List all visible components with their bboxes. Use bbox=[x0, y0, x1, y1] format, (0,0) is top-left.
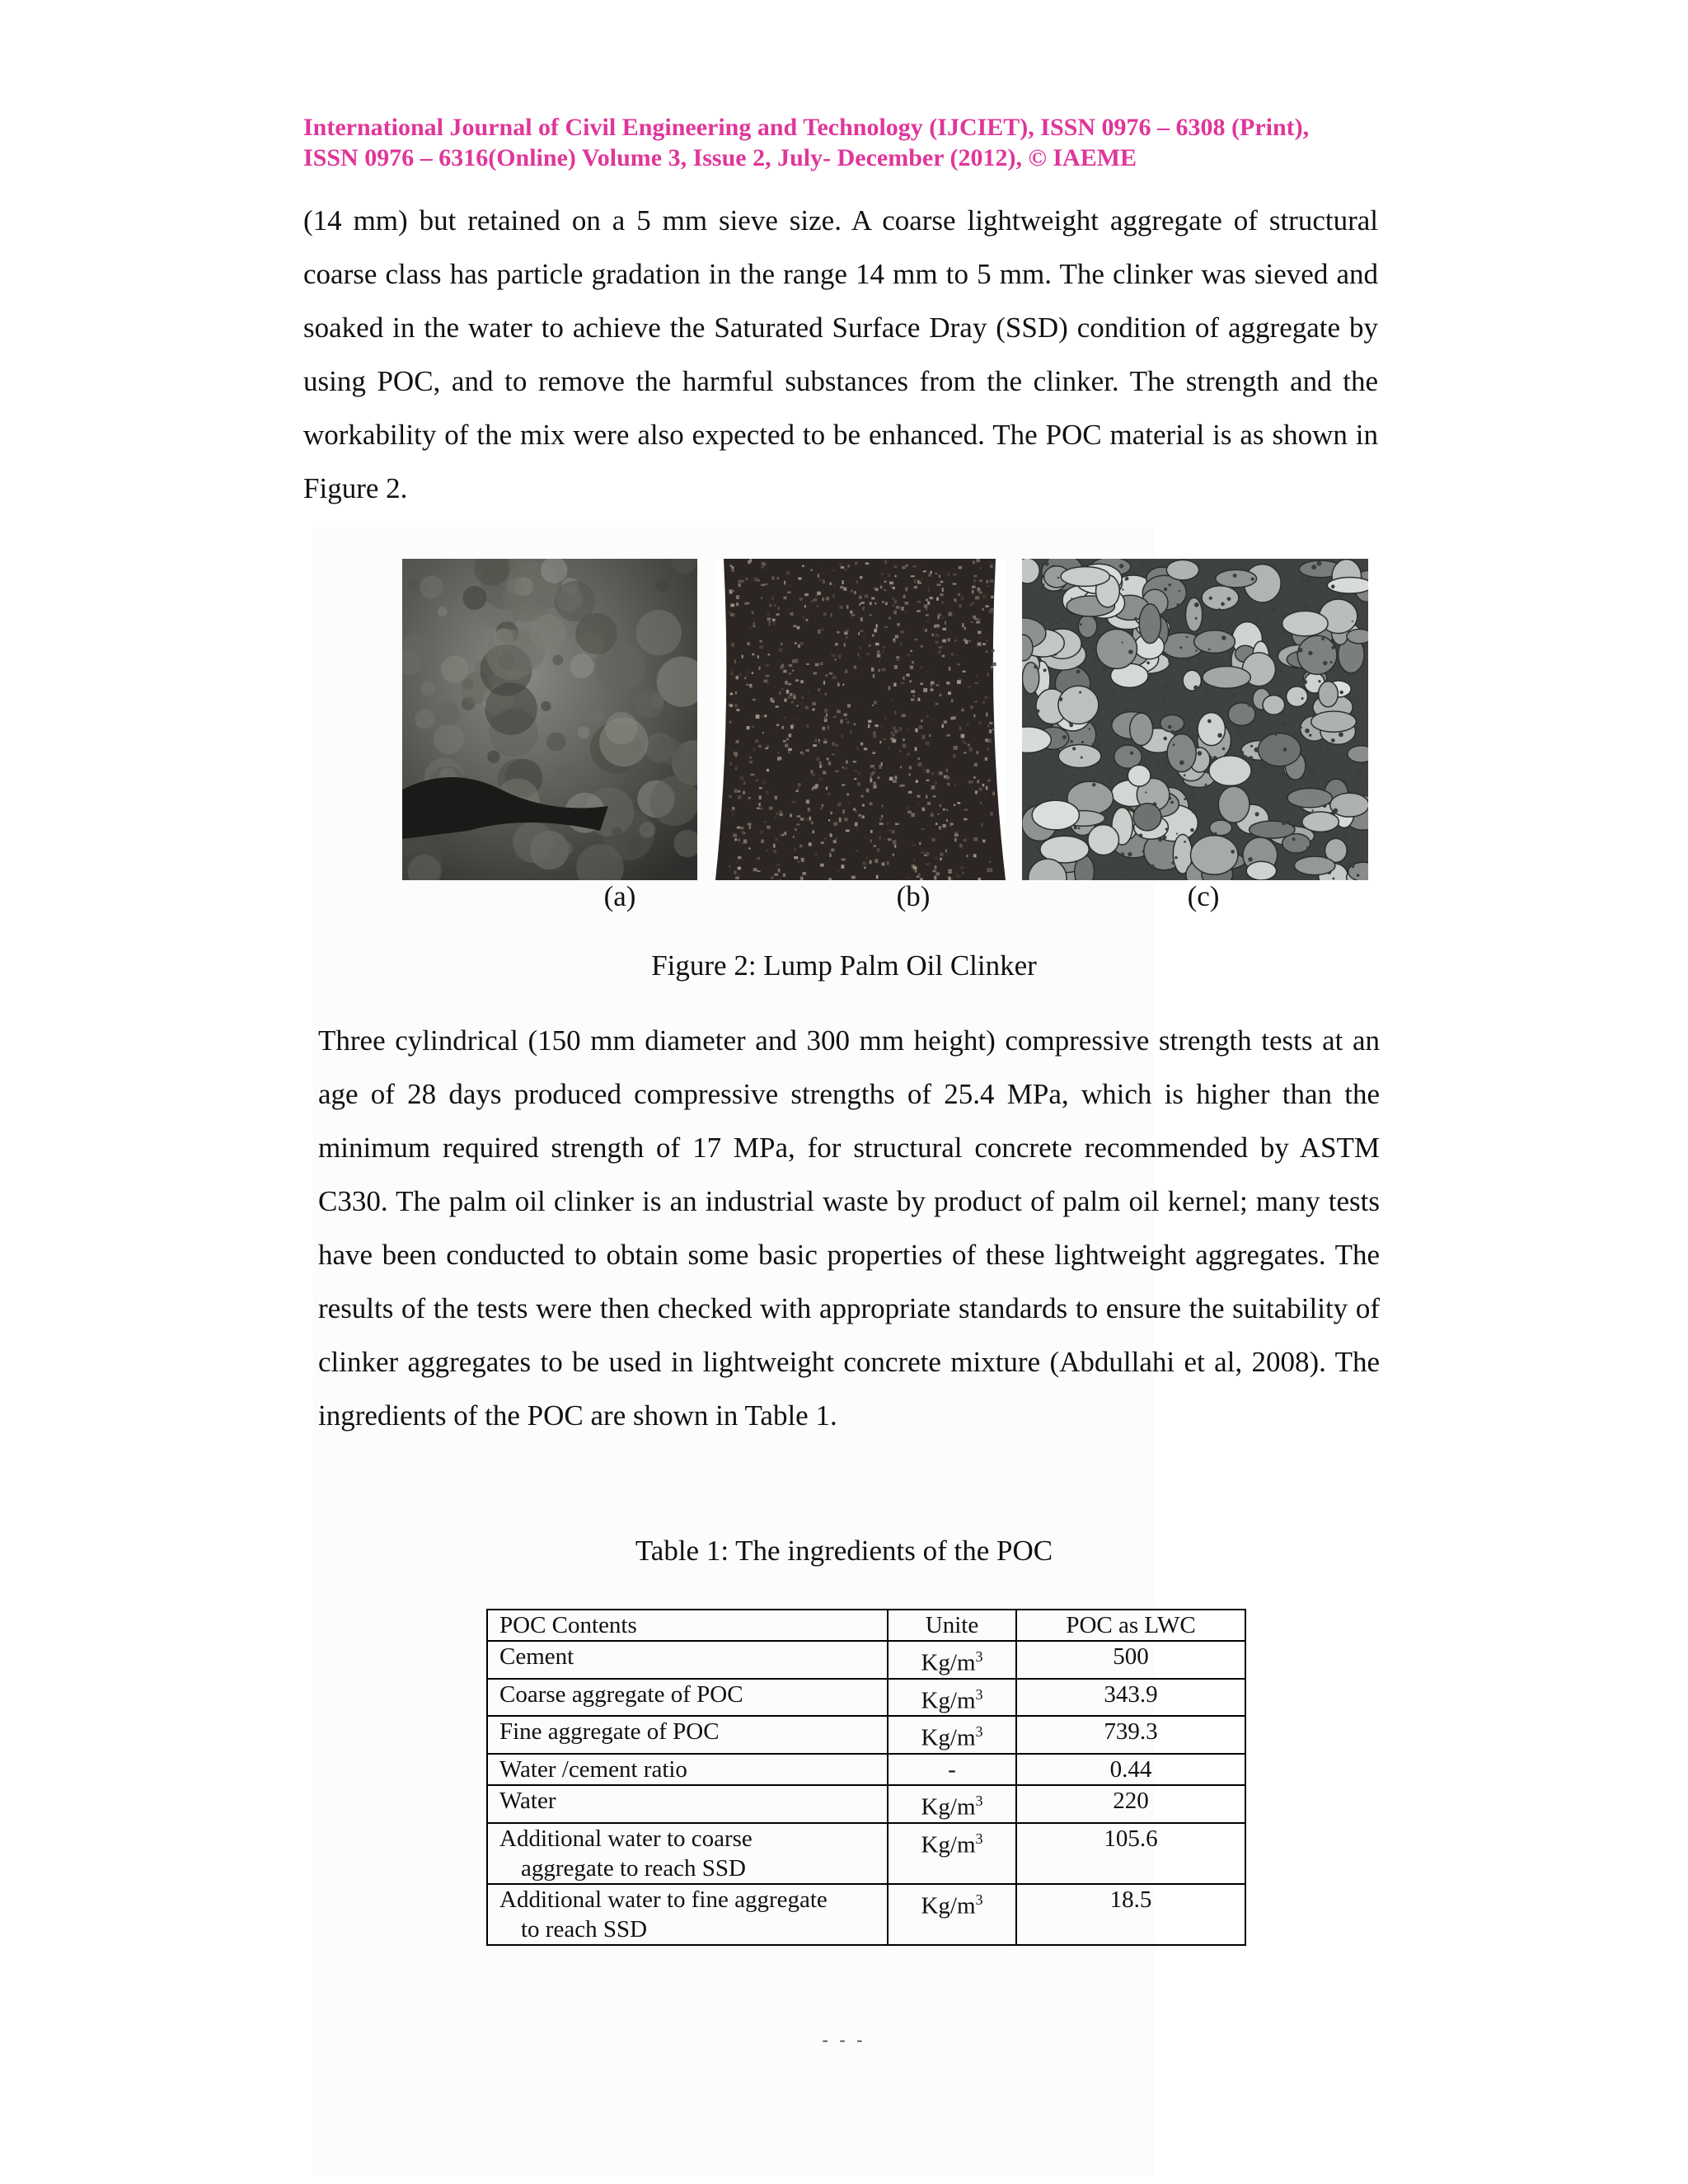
journal-header bbox=[303, 112, 1391, 173]
cell-content bbox=[487, 1641, 888, 1679]
page-number: - - - bbox=[822, 2029, 866, 2050]
cell-unit-superscript: 3 bbox=[975, 1685, 983, 1703]
table-row bbox=[487, 1679, 1245, 1717]
table-row bbox=[487, 1641, 1245, 1679]
table-row bbox=[487, 1716, 1245, 1754]
cell-content-continuation: to reach SSD bbox=[521, 1915, 648, 1943]
cell-unit bbox=[888, 1641, 1016, 1679]
figure-caption: Figure 2: Lump Palm Oil Clinker bbox=[651, 949, 1037, 982]
photo-c-coarse-clinker bbox=[1022, 559, 1368, 880]
paragraph-poc-gradation: (14 mm) but retained on a 5 mm sieve size. A coarse lightweight aggregate of structural coarse class has particle gradation in the range 14 mm to 5 mm. The clinker was sieved and soaked in the water to achieve the Saturated Surface Dray (SSD) condition of aggregate by using POC, and to remove the harmful substances from the clinker. The strength and the workability of the mix were also expected to be enhanced. The POC material is as shown in Figure 2. bbox=[303, 204, 1378, 504]
cell-unit bbox=[888, 1754, 1016, 1785]
cell-content bbox=[487, 1823, 888, 1884]
cell-content-text: Additional water to coarse bbox=[499, 1825, 753, 1852]
cell-unit bbox=[888, 1884, 1016, 1945]
cell-value: 105.6 bbox=[1016, 1823, 1245, 1884]
table-row bbox=[487, 1884, 1245, 1945]
table-header-row bbox=[487, 1610, 1245, 1641]
cell-unit-text: Kg/m bbox=[921, 1831, 976, 1858]
cell-value: 500 bbox=[1016, 1641, 1245, 1679]
cell-content bbox=[487, 1884, 888, 1945]
cell-content bbox=[487, 1785, 888, 1823]
cell-content-text: Water bbox=[499, 1787, 556, 1814]
journal-header-line-2: ISSN 0976 – 6316(Online) Volume 3, Issue 2, July- December (2012), © IAEME bbox=[303, 144, 1137, 171]
cell-value: 220 bbox=[1016, 1785, 1245, 1823]
figure-2 bbox=[402, 559, 1368, 880]
cell-value: 0.44 bbox=[1016, 1754, 1245, 1785]
cell-unit-superscript: 3 bbox=[975, 1830, 983, 1847]
cell-unit-text: - bbox=[948, 1755, 956, 1783]
cell-content bbox=[487, 1716, 888, 1754]
cell-value: 343.9 bbox=[1016, 1679, 1245, 1717]
table-row bbox=[487, 1754, 1245, 1785]
header-unite: Unite bbox=[888, 1610, 1016, 1641]
cell-unit bbox=[888, 1716, 1016, 1754]
cell-unit bbox=[888, 1823, 1016, 1884]
table-caption: Table 1: The ingredients of the POC bbox=[635, 1535, 1053, 1567]
cell-content-text: Fine aggregate of POC bbox=[499, 1718, 720, 1746]
cell-content-text: Additional water to fine aggregate bbox=[499, 1886, 828, 1913]
cell-unit-text: Kg/m bbox=[921, 1892, 976, 1919]
cell-unit-superscript: 3 bbox=[975, 1648, 983, 1665]
cell-unit-superscript: 3 bbox=[975, 1891, 983, 1908]
table-row bbox=[487, 1785, 1245, 1823]
journal-header-line-1: International Journal of Civil Engineering and Technology (IJCIET), ISSN 0976 – 6308 (Print), bbox=[303, 114, 1310, 141]
header-poc-contents: POC Contents bbox=[487, 1610, 888, 1641]
table-poc-ingredients bbox=[486, 1609, 1246, 1946]
cell-value: 18.5 bbox=[1016, 1884, 1245, 1945]
cell-content-text: Cement bbox=[499, 1643, 574, 1670]
cell-unit-superscript: 3 bbox=[975, 1792, 983, 1809]
cell-unit-text: Kg/m bbox=[921, 1724, 976, 1751]
cell-unit bbox=[888, 1785, 1016, 1823]
figure-label-b: (b) bbox=[896, 880, 931, 912]
table-row bbox=[487, 1823, 1245, 1884]
header-poc-as-lwc: POC as LWC bbox=[1016, 1610, 1245, 1641]
photo-a-lump-clinker bbox=[402, 559, 697, 880]
figure-label-c: (c) bbox=[1187, 880, 1220, 912]
figure-label-a: (a) bbox=[603, 880, 636, 912]
paragraph-compressive-strength: Three cylindrical (150 mm diameter and 300 mm height) compressive strength tests at an age of 28 days produced compressive strengths of 25.4 MPa, which is higher than the minimum required strength of 17 MPa, for structural concrete recommended by ASTM C330. The palm oil clinker is an industrial waste by product of palm oil kernel; many tests have been conducted to obtain some basic properties of these lightweight aggregates. The results of the tests were then checked with appropriate standards to ensure the suitability of clinker aggregates to be used in lightweight concrete mixture (Abdullahi et al, 2008). The ingredients of the POC are shown in Table 1. bbox=[318, 1024, 1380, 1432]
cell-unit-text: Kg/m bbox=[921, 1687, 976, 1714]
cell-unit bbox=[888, 1679, 1016, 1717]
cell-value: 739.3 bbox=[1016, 1716, 1245, 1754]
cell-content-text: Water /cement ratio bbox=[499, 1755, 687, 1783]
cell-content-text: Coarse aggregate of POC bbox=[499, 1680, 743, 1708]
cell-content bbox=[487, 1679, 888, 1717]
cell-content bbox=[487, 1754, 888, 1785]
cell-content-continuation: aggregate to reach SSD bbox=[521, 1854, 746, 1882]
cell-unit-text: Kg/m bbox=[921, 1649, 976, 1676]
cell-unit-superscript: 3 bbox=[975, 1723, 983, 1741]
cell-unit-text: Kg/m bbox=[921, 1793, 976, 1821]
photo-b-ground-clinker bbox=[715, 559, 1006, 880]
